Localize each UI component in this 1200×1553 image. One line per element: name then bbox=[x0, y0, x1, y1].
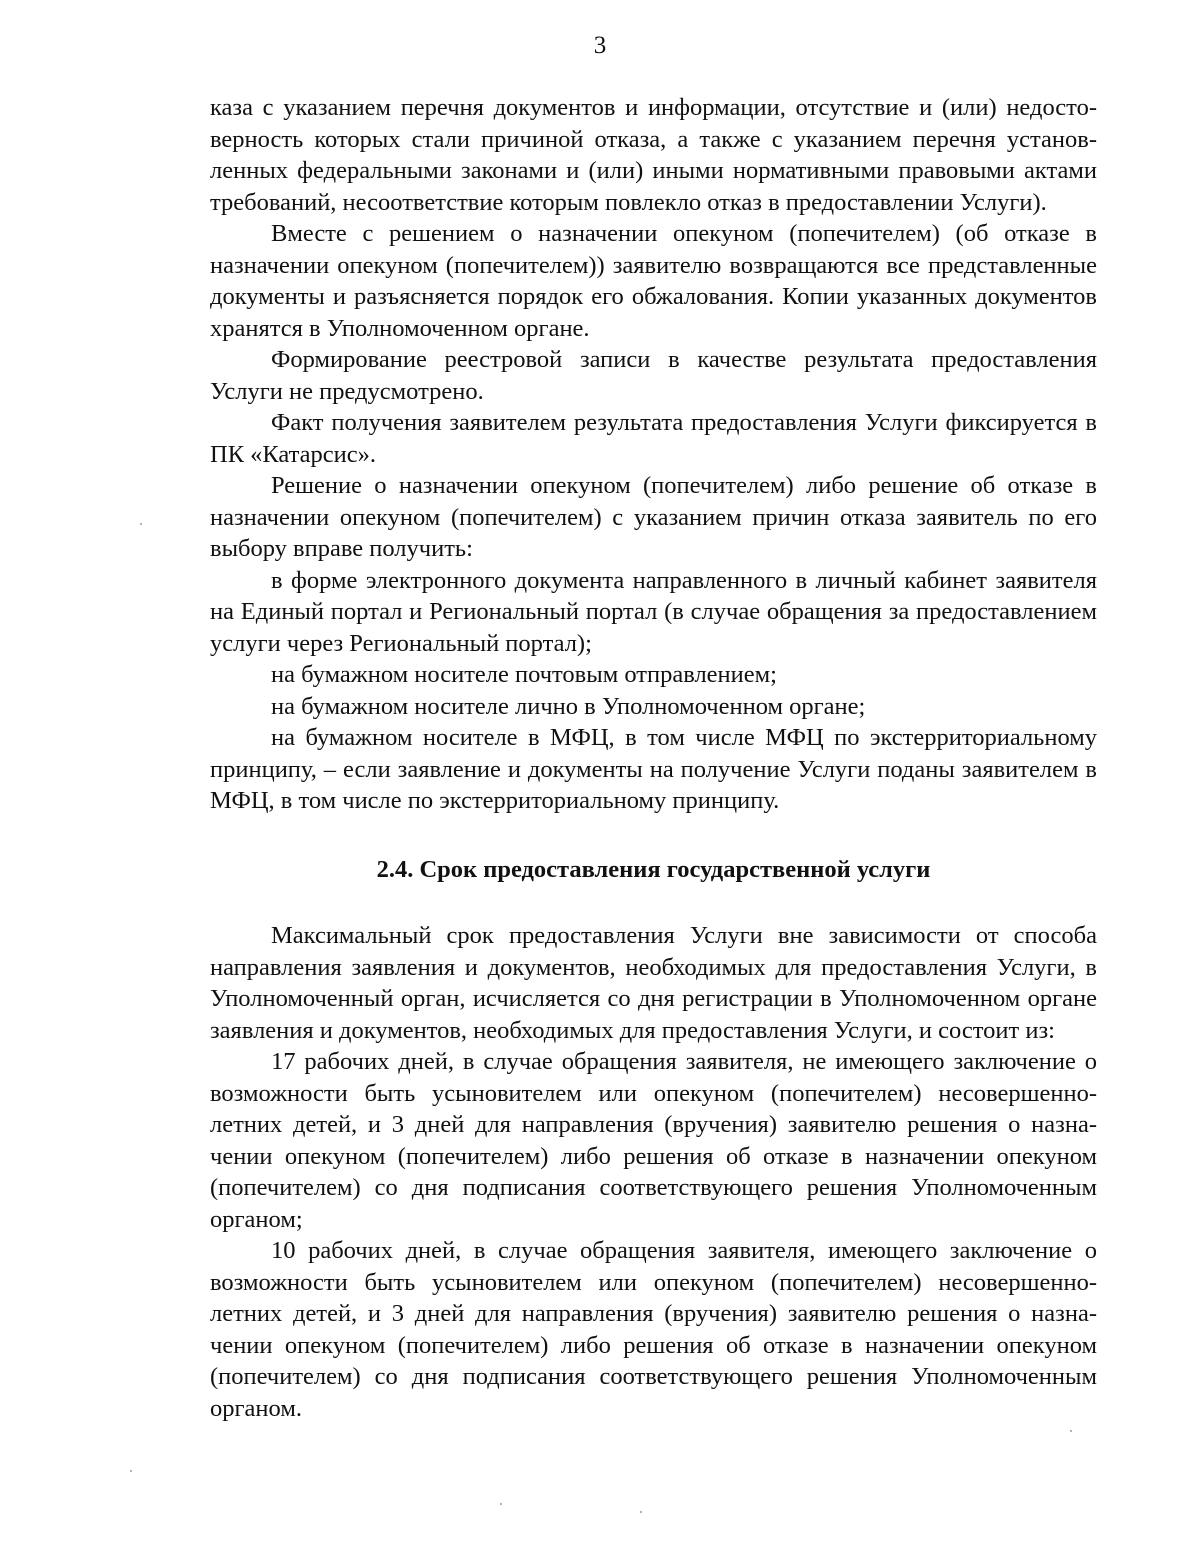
page-number: 3 bbox=[593, 32, 607, 59]
list-item: 17 рабочих дней, в случае обращения заявителя, не имеющего заключение о возможности быть усыновителем или опекуном (попечителем) несовершеннолетних детей, и 3 дней для направления (вручения) заявителю решения о назначении опекуном (попечителем) либо решения об отказе в назначении опекуном (попечителем) со дня подписания соответствующего решения Уполномоченным органом; bbox=[210, 1048, 1097, 1233]
scan-speck bbox=[500, 1503, 502, 1505]
paragraph: Максимальный срок предоставления Услуги вне зависимости от способа направления заявления и документов, необходимых для предоставления Услуги, в Уполномоченный орган, исчисляется со дня регистрации в Уполномоченном органе заявления и документов, необходимых для предоставления Услуги, и состоит из: bbox=[210, 922, 1097, 1044]
scan-speck bbox=[140, 523, 142, 525]
list-item: на бумажном носителе лично в Уполномоченном органе; bbox=[271, 692, 866, 720]
list-item: на бумажном носителе в МФЦ, в том числе МФЦ по экстерриториальному принципу, – если заявление и документы на получение Услуги поданы заявителем в МФЦ, в том числе по экстерриториальному принципу. bbox=[210, 724, 1097, 814]
paragraph: Вместе с решением о назначении опекуном (попечителем) (об отказе в назначении опекуном (попечителем)) заявителю возвращаются все представленные документы и разъясняется порядок его обжалования. Копии указанных документов хранятся в Уполномоченном органе. bbox=[210, 220, 1097, 342]
scan-speck bbox=[640, 1511, 642, 1513]
paragraph: Формирование реестровой записи в качестве результата предоставления Услуги не предусмотрено. bbox=[210, 346, 1097, 405]
list-item: 10 рабочих дней, в случае обращения заявителя, имеющего заключение о возможности быть усыновителем или опекуном (попечителем) несовершеннолетних детей, и 3 дней для направления (вручения) заявителю решения о назначении опекуном (попечителем) либо решения об отказе в назначении опекуном (попечителем) со дня подписания соответствующего решения Уполномоченным органом. bbox=[210, 1237, 1097, 1422]
section-heading: 2.4. Срок предоставления государственной услуги bbox=[376, 855, 931, 883]
paragraph: каза с указанием перечня документов и информации, отсутствие и (или) недостоверность которых стали причиной отказа, а также с указанием перечня установленных федеральными законами и (или) иными нормативными правовыми актами требований, несоответствие которым повлекло отказ в предоставлении Услуги). bbox=[210, 94, 1097, 216]
list-item: на бумажном носителе почтовым отправлением; bbox=[271, 661, 777, 688]
scan-speck bbox=[1070, 1430, 1072, 1432]
paragraph: Решение о назначении опекуном (попечителем) либо решение об отказе в назначении опекуном (попечителем) с указанием причин отказа заявитель по его выбору вправе получить: bbox=[210, 472, 1097, 562]
paragraph: Факт получения заявителем результата предоставления Услуги фиксируется в ПК «Катарсис». bbox=[210, 409, 1097, 468]
scan-speck bbox=[130, 1470, 132, 1472]
list-item: в форме электронного документа направленного в личный кабинет заявителя на Единый портал и Региональный портал (в случае обращения за предоставлением услуги через Региональный портал); bbox=[210, 566, 1097, 657]
document-body bbox=[210, 92, 1097, 1424]
